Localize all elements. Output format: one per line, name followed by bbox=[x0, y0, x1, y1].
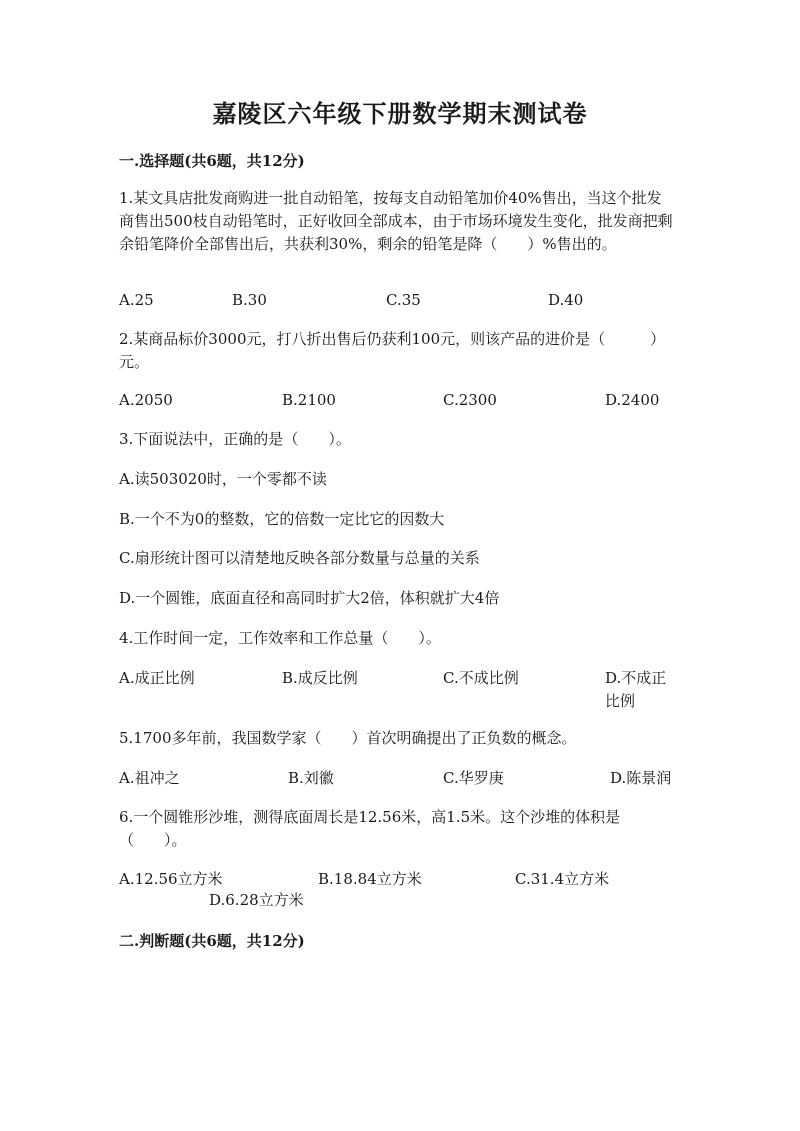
question-1-option-c: C.35 bbox=[386, 291, 421, 309]
question-5-stem: 5.1700多年前，我国数学家（ ）首次明确提出了正负数的概念。 bbox=[119, 729, 577, 747]
question-4-stem: 4.工作时间一定，工作效率和工作总量（ ）。 bbox=[119, 629, 441, 647]
question-2-stem: 2.某商品标价3000元，打八折出售后仍获利100元，则该产品的进价是（ ）元。 bbox=[119, 330, 666, 371]
question-3-option-b: B.一个不为0的整数，它的倍数一定比它的因数大 bbox=[119, 510, 445, 528]
question-2-option-c: C.2300 bbox=[443, 391, 497, 409]
question-6-option-d: D.6.28立方米 bbox=[209, 891, 304, 909]
question-1-option-a: A.25 bbox=[119, 291, 154, 309]
section-heading-judgment: 二.判断题(共6题，共12分) bbox=[119, 932, 305, 950]
question-4-option-d bbox=[605, 667, 675, 713]
question-4-option-c: C.不成比例 bbox=[443, 669, 519, 687]
question-4-option-d-text: D.不成正比例 bbox=[605, 669, 667, 710]
question-5-option-c: C.华罗庚 bbox=[443, 769, 504, 787]
page-title: 嘉陵区六年级下册数学期末测试卷 bbox=[212, 99, 588, 128]
question-2-option-b: B.2100 bbox=[282, 391, 336, 409]
question-6-option-a: A.12.56立方米 bbox=[119, 870, 223, 888]
section-heading-choice: 一.选择题(共6题，共12分) bbox=[119, 152, 305, 170]
question-2-option-d: D.2400 bbox=[605, 391, 660, 409]
question-6-option-b: B.18.84立方米 bbox=[318, 870, 422, 888]
question-1-stem: 1.某文具店批发商购进一批自动铅笔，按每支自动铅笔加价40%售出，当这个批发商售出500枝自动铅笔时，正好收回全部成本，由于市场环境发生变化，批发商把剩余铅笔降价全部售出后，共获利30%，剩余的铅笔是降（ ）%售出的。 bbox=[119, 189, 673, 253]
question-5-option-b: B.刘徽 bbox=[288, 769, 334, 787]
question-6-option-c: C.31.4立方米 bbox=[515, 870, 610, 888]
question-1-option-d: D.40 bbox=[548, 291, 584, 309]
question-3-option-d: D.一个圆锥，底面直径和高同时扩大2倍，体积就扩大4倍 bbox=[119, 589, 500, 607]
question-2-option-a: A.2050 bbox=[119, 391, 173, 409]
question-6-stem: 6.一个圆锥形沙堆，测得底面周长是12.56米，高1.5米。这个沙堆的体积是（ ）。 bbox=[119, 808, 621, 849]
question-4-option-b: B.成反比例 bbox=[282, 669, 358, 687]
question-3-option-c: C.扇形统计图可以清楚地反映各部分数量与总量的关系 bbox=[119, 549, 480, 567]
question-1-option-b: B.30 bbox=[232, 291, 267, 309]
question-3-stem: 3.下面说法中，正确的是（ ）。 bbox=[119, 430, 351, 448]
question-4-option-a: A.成正比例 bbox=[119, 669, 195, 687]
question-5-option-d: D.陈景润 bbox=[610, 769, 672, 787]
question-5-option-a: A.祖冲之 bbox=[119, 769, 180, 787]
question-3-option-a: A.读503020时，一个零都不读 bbox=[119, 470, 327, 488]
